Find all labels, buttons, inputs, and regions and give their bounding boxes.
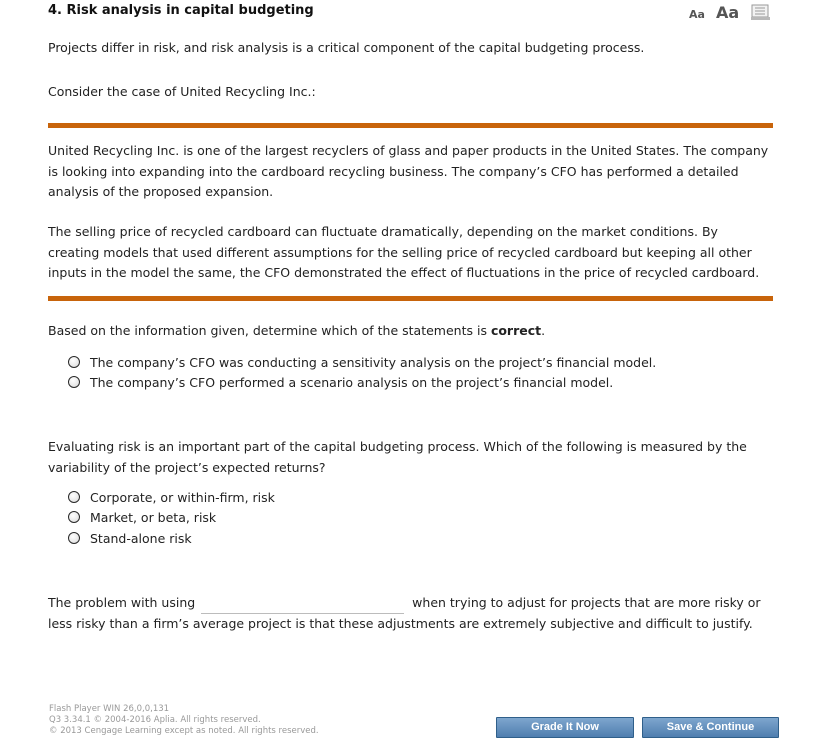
radio-button[interactable] — [68, 511, 80, 523]
radio-button[interactable] — [68, 376, 80, 388]
option-label: Market, or beta, risk — [90, 509, 217, 525]
radio-button[interactable] — [68, 532, 80, 544]
question-1-prompt-end: . — [541, 323, 546, 338]
grade-it-now-button[interactable]: Grade It Now — [496, 717, 634, 738]
option-label: The company’s CFO performed a scenario analysis on the project’s financial model. — [90, 374, 614, 390]
footer-copyright-cengage: © 2013 Cengage Learning except as noted. All rights reserved. — [49, 726, 319, 736]
case-paragraph-2: The selling price of recycled cardboard can fluctuate dramatically, depending on the market conditions. By creating models that used different assumptions for the selling price of recycled cardboard but keeping all other inputs in the model the same, the CFO demonstrated the effect of fluctuations in the price of recycled cardboard. — [48, 224, 760, 280]
question-title: 4. Risk analysis in capital budgeting — [48, 3, 314, 18]
footer-copyright-aplia: Q3 3.34.1 © 2004-2016 Aplia. All rights reserved. — [49, 715, 261, 725]
question-1-prompt — [48, 321, 772, 342]
font-size-small-button[interactable]: Aa — [689, 8, 705, 21]
option-label: Corporate, or within-firm, risk — [90, 489, 275, 505]
q2-option-corporate-risk[interactable] — [68, 488, 275, 506]
question-3-before: The problem with using — [48, 595, 196, 610]
option-label: Stand-alone risk — [90, 530, 192, 546]
case-paragraph-1: United Recycling Inc. is one of the largest recyclers of glass and paper products in the United States. The company is looking into expanding into the cardboard recycling business. The company’s CFO has performed a detailed analysis of the proposed expansion. — [48, 143, 769, 199]
save-and-continue-button[interactable]: Save & Continue — [642, 717, 779, 738]
question-3-after: when trying to adjust for projects that are more risky or less risky than a firm’s average project is that these adjustments are extremely subjective and difficult to justify. — [48, 595, 761, 631]
question-1-prompt-text: Based on the information given, determine which of the statements is — [48, 323, 491, 338]
q3-dropdown-blank[interactable] — [201, 599, 404, 614]
case-intro-text: Consider the case of United Recycling Inc.: — [48, 84, 316, 99]
q2-option-standalone-risk[interactable] — [68, 529, 192, 547]
question-1-emphasis: correct — [490, 323, 542, 338]
q1-option-sensitivity[interactable] — [68, 353, 656, 371]
case-bottom-divider — [48, 296, 773, 301]
question-3-text — [48, 593, 772, 634]
case-top-divider — [48, 123, 773, 128]
print-icon[interactable] — [751, 4, 771, 21]
footer-flash-version: Flash Player WIN 26,0,0,131 — [49, 704, 170, 714]
radio-button[interactable] — [68, 491, 80, 503]
q2-option-market-risk[interactable] — [68, 508, 216, 526]
font-size-large-button[interactable]: Aa — [716, 3, 740, 22]
option-label: The company’s CFO was conducting a sensitivity analysis on the project’s financial model. — [90, 354, 657, 370]
q1-option-scenario[interactable] — [68, 373, 613, 391]
radio-button[interactable] — [68, 356, 80, 368]
question-2-prompt: Evaluating risk is an important part of the capital budgeting process. Which of the following is measured by the variability of the project’s expected returns? — [48, 439, 747, 475]
intro-text: Projects differ in risk, and risk analysis is a critical component of the capital budgeting process. — [48, 40, 645, 55]
